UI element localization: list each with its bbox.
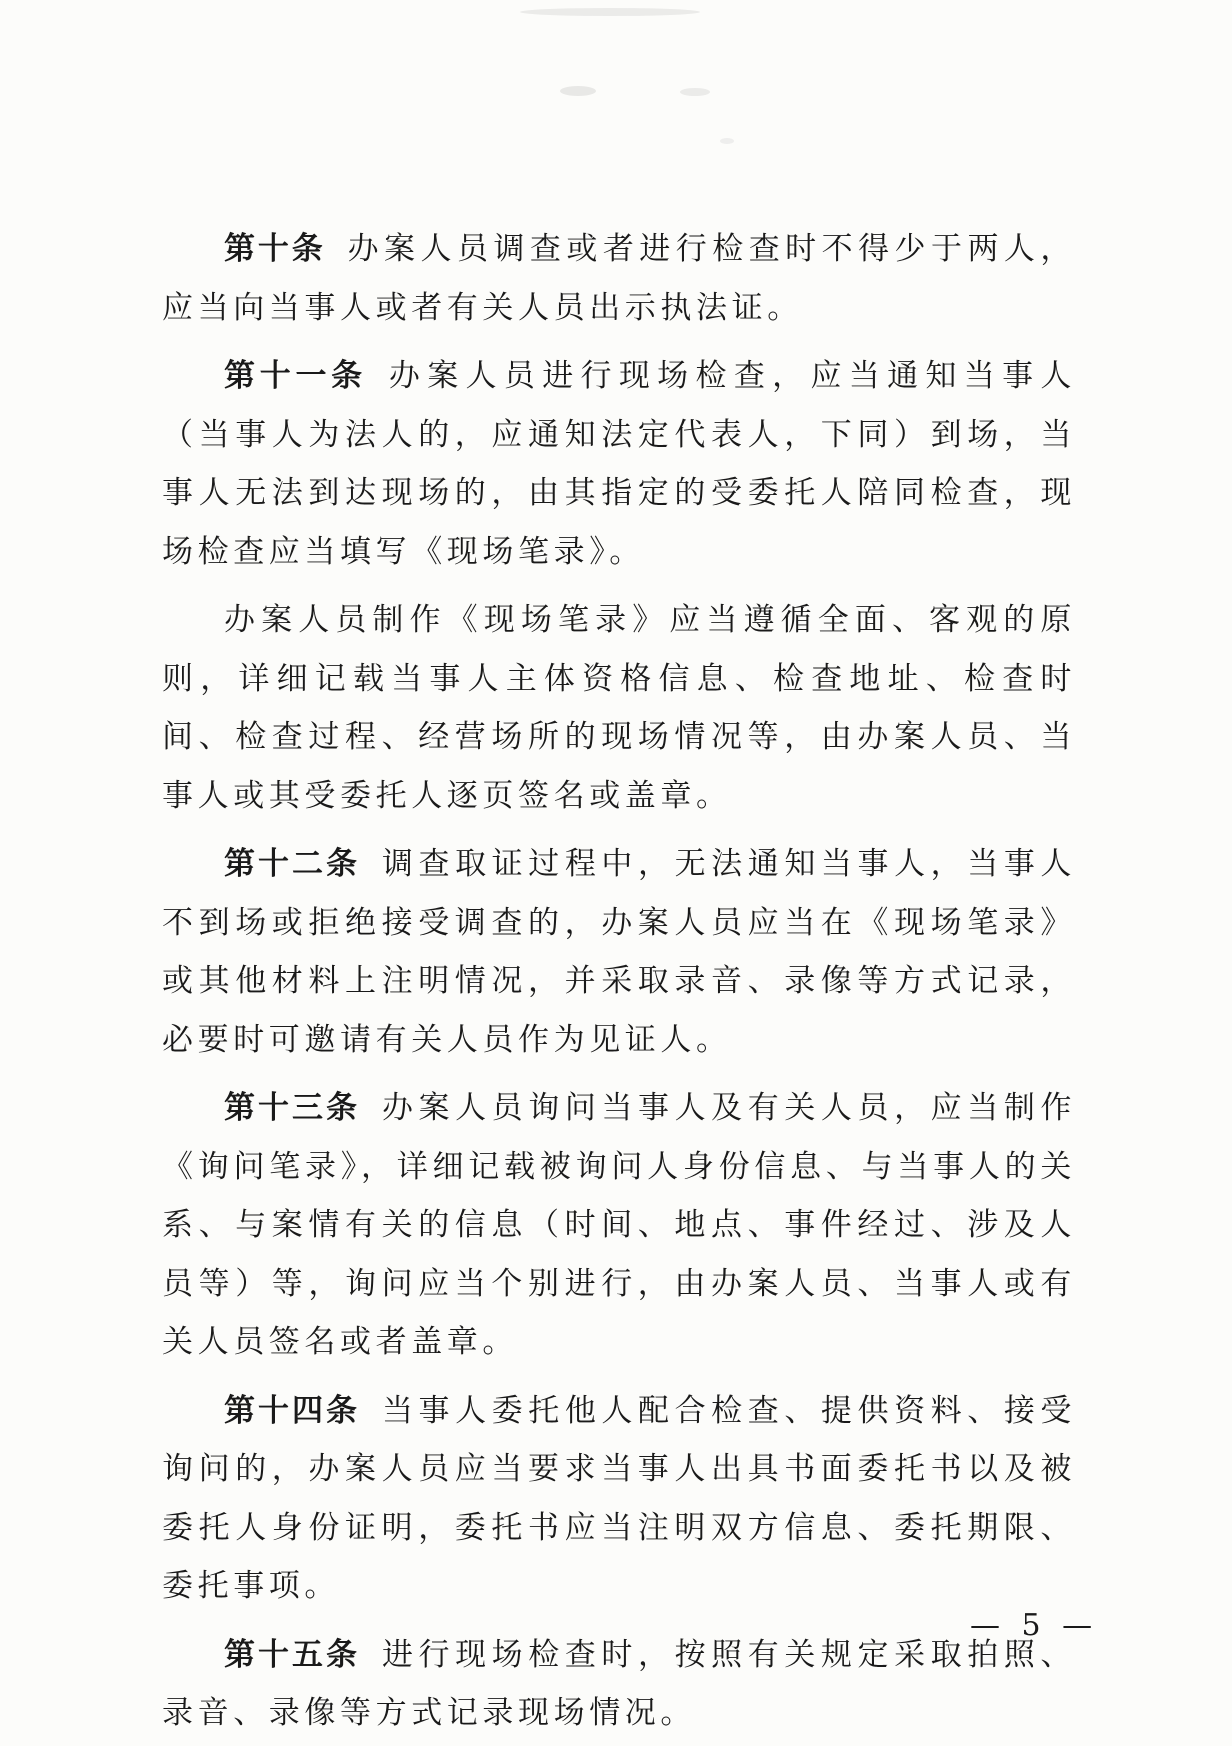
scan-artifact — [720, 138, 734, 144]
article-13 — [162, 1079, 1076, 1372]
article-10 — [162, 220, 1076, 337]
article-number: 第十三条 — [224, 1090, 360, 1126]
article-text: 办案人员进行现场检查，应当通知当事人（当事人为法人的，应通知法定代表人，下同）到场，当事人无法到达现场的，由其指定的受委托人陪同检查，现场检查应当填写《现场笔录》。 — [162, 358, 1076, 570]
article-14 — [162, 1382, 1076, 1616]
article-11 — [162, 347, 1076, 581]
article-number: 第十四条 — [224, 1392, 360, 1429]
scan-artifact — [520, 8, 700, 16]
article-text: 进行现场检查时，按照有关规定采取拍照、录音、录像等方式记录现场情况。 — [162, 1636, 1077, 1731]
article-15 — [162, 1626, 1076, 1743]
article-12 — [162, 835, 1076, 1069]
scan-artifact — [680, 88, 710, 96]
scan-artifact — [560, 86, 596, 96]
article-number: 第十一条 — [224, 358, 367, 394]
page-number: — 5 — — [970, 1608, 1099, 1643]
article-text: 办案人员调查或者进行检查时不得少于两人，应当向当事人或者有关人员出示执法证。 — [162, 231, 1077, 326]
article-text: 办案人员询问当事人及有关人员，应当制作《询问笔录》，详细记载被询问人身份信息、与当事人的关系、与案情有关的信息（时间、地点、事件经过、涉及人员等）等，询问应当个别进行，由办案人员、当事人或有关人员签名或者盖章。 — [162, 1090, 1077, 1360]
document-body — [162, 220, 1076, 1753]
article-number: 第十五条 — [224, 1636, 360, 1673]
article-number: 第十二条 — [224, 846, 360, 882]
article-number: 第十条 — [224, 231, 326, 267]
article-text: 调查取证过程中，无法通知当事人，当事人不到场或拒绝接受调查的，办案人员应当在《现场笔录》或其他材料上注明情况，并采取录音、录像等方式记录，必要时可邀请有关人员作为见证人。 — [162, 846, 1077, 1058]
article-11-paragraph-2 — [162, 591, 1076, 825]
article-text: 办案人员制作《现场笔录》应当遵循全面、客观的原则，详细记载当事人主体资格信息、检查地址、检查时间、检查过程、经营场所的现场情况等，由办案人员、当事人或其受委托人逐页签名或盖章。 — [162, 602, 1076, 814]
article-text: 当事人委托他人配合检查、提供资料、接受询问的，办案人员应当要求当事人出具书面委托书以及被委托人身份证明，委托书应当注明双方信息、委托期限、委托事项。 — [162, 1392, 1077, 1604]
